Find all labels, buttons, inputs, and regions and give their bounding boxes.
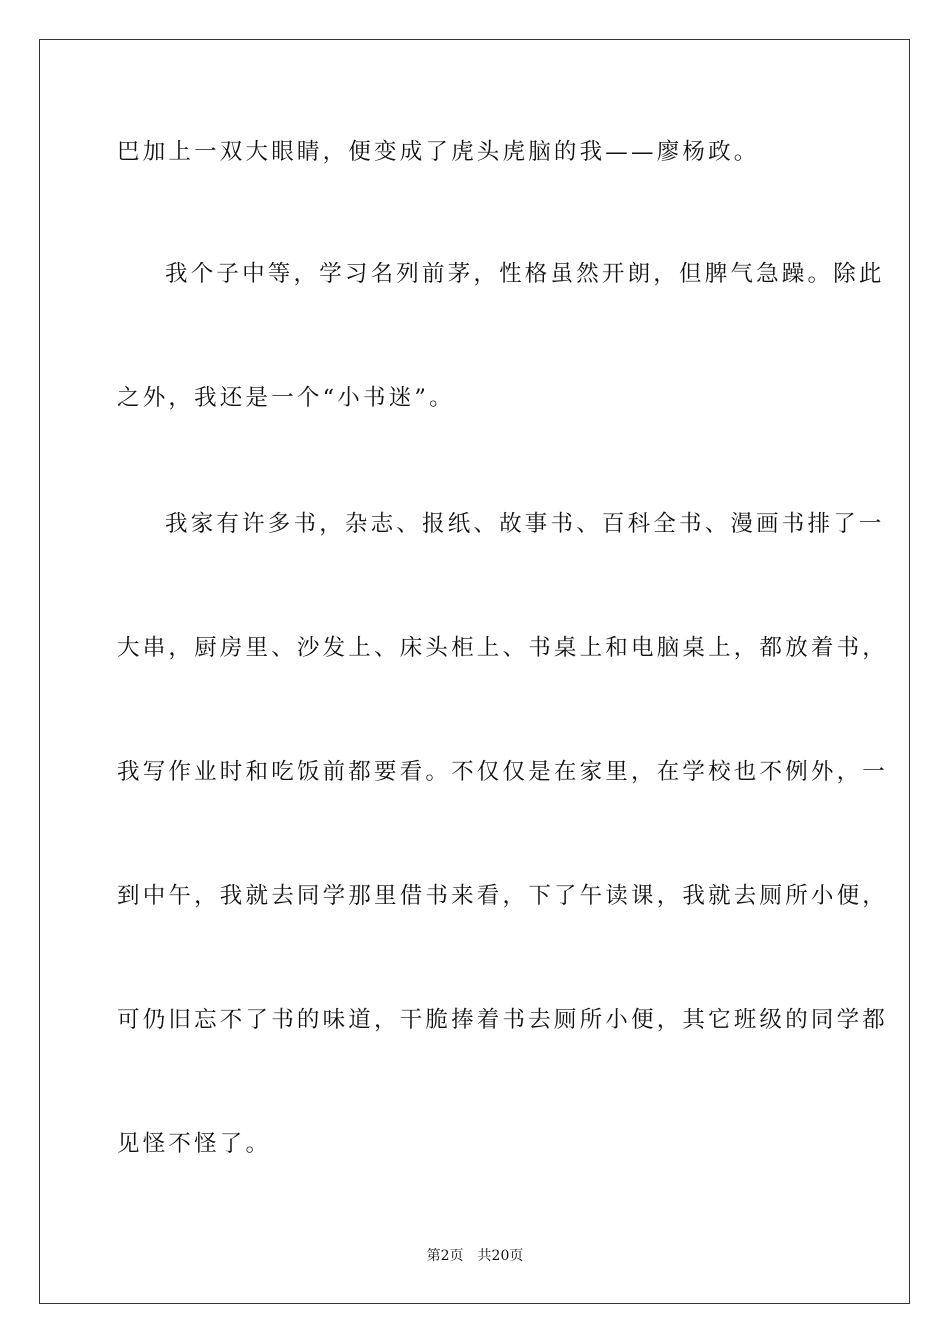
paragraph-line: 之外，我还是一个“小书迷”。 xyxy=(117,385,455,411)
page-border xyxy=(39,39,910,1304)
paragraph-line: 见怪不怪了。 xyxy=(117,1131,272,1157)
paragraph-line: 巴加上一双大眼睛，便变成了虎头虎脑的我——廖杨政。 xyxy=(117,139,760,165)
paragraph-line: 大串，厨房里、沙发上、床头柜上、书桌上和电脑桌上，都放着书， xyxy=(117,635,889,661)
page-number: 第2页 xyxy=(426,1248,464,1264)
paragraph-line: 我家有许多书，杂志、报纸、故事书、百科全书、漫画书排了一 xyxy=(165,511,885,537)
paragraph-line: 到中午，我就去同学那里借书来看，下了午读课，我就去厕所小便， xyxy=(117,883,889,909)
paragraph-line: 我写作业时和吃饭前都要看。不仅仅是在家里，在学校也不例外，一 xyxy=(117,759,889,785)
page-total: 共20页 xyxy=(477,1248,524,1264)
page-footer xyxy=(0,1246,950,1266)
paragraph-line: 可仍旧忘不了书的味道，干脆捧着书去厕所小便，其它班级的同学都 xyxy=(117,1007,889,1033)
paragraph-line: 我个子中等，学习名列前茅，性格虽然开朗，但脾气急躁。除此 xyxy=(165,261,885,287)
